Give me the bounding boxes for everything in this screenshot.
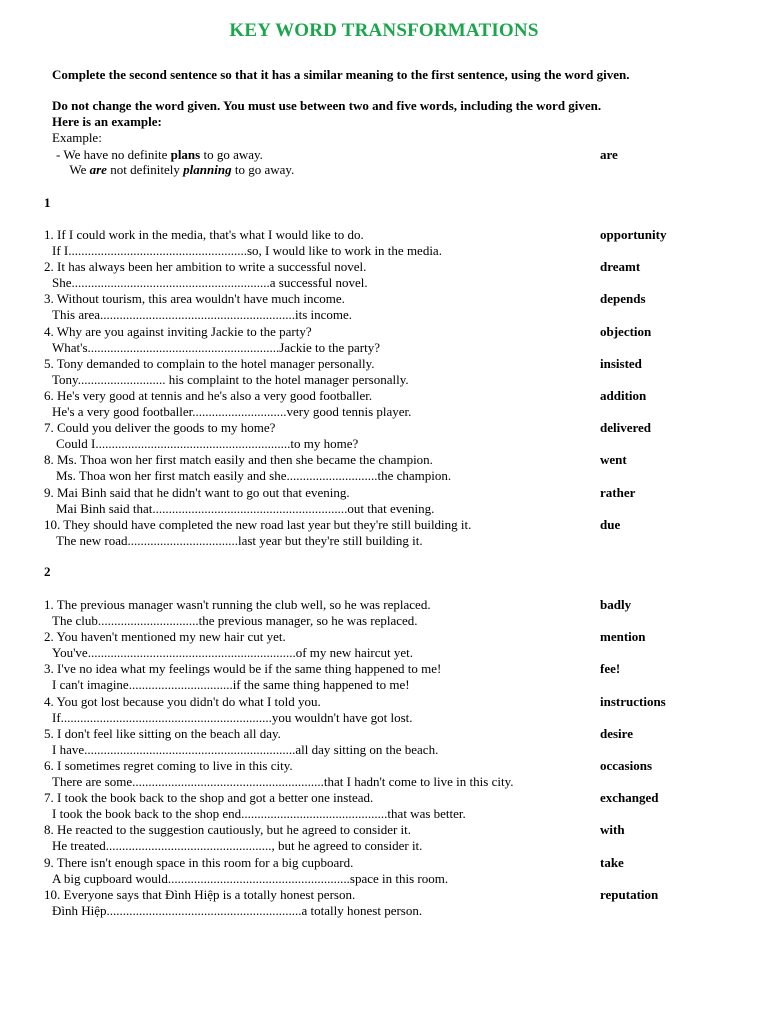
keyword: badly [600,597,632,612]
keyword: depends [600,291,646,307]
question-sentence: 3. Without tourism, this area wouldn't have much income. [44,291,345,307]
answer-sentence[interactable]: If.................................................................you wouldn't have got lost. [52,709,413,725]
question-sentence: 8. Ms. Thoa won her first match easily and then she became the champion. [44,452,433,468]
question-sentence: 1. The previous manager wasn't running the club well, so he was replaced. [44,597,431,612]
answer-sentence[interactable]: I can't imagine................................if the same thing happened to me! [52,677,410,693]
keyword: mention [600,629,646,645]
example-keyword: are [600,147,618,162]
keyword: instructions [600,693,666,709]
keyword: addition [600,388,647,403]
keyword: delivered [600,420,652,436]
answer-sentence[interactable]: He's a very good footballer.............................very good tennis player. [52,404,412,419]
example-s2-bold-1: are [76,162,94,177]
answer-sentence[interactable]: A big cupboard would........................................................space in this room. [52,870,449,886]
example-s1-bold: plans [170,147,201,162]
example-s2-pre: We [56,162,77,177]
keyword: occasions [600,758,652,773]
question-sentence: 6. He's very good at tennis and he's also a very good footballer. [44,388,373,403]
instruction-line-3: Here is an example: [52,114,162,129]
question-sentence: 4. Why are you against inviting Jackie to the party? [44,323,312,339]
example-sentence-1 [56,147,263,162]
answer-sentence[interactable]: Ms. Thoa won her first match easily and she............................the champion. [56,468,452,484]
keyword: dreamt [600,259,641,275]
answer-sentence[interactable]: I have.................................................................all day sitting on the beach. [52,741,439,757]
answer-sentence[interactable]: The club...............................the previous manager, so he was replaced. [52,613,418,628]
answer-sentence[interactable]: The new road..................................last year but they're still building it. [56,532,423,548]
answer-sentence[interactable]: This area............................................................its income. [52,307,353,323]
section-2-label: 2 [44,564,51,579]
page-title: KEY WORD TRANSFORMATIONS [229,20,539,41]
keyword: desire [600,725,633,741]
example-s2-bold-2: planning [169,162,219,177]
question-sentence: 4. You got lost because you didn't do what I told you. [44,693,321,709]
answer-sentence[interactable]: Could I............................................................to my home? [56,436,359,452]
answer-sentence[interactable]: Mai Binh said that............................................................out that evening. [56,500,435,516]
question-sentence: 1. If I could work in the media, that's what I would like to do. [44,227,364,242]
answer-sentence[interactable]: Đình Hiệp............................................................a totally honest person. [52,902,423,918]
answer-sentence[interactable]: He treated..................................................., but he agreed to consider it. [52,838,423,854]
question-sentence: 10. They should have completed the new road last year but they're still building it. [44,516,472,532]
keyword: rather [600,484,636,500]
keyword: insisted [600,355,642,371]
question-sentence: 9. Mai Binh said that he didn't want to go out that evening. [44,484,350,500]
question-sentence: 5. I don't feel like sitting on the beach all day. [44,725,281,741]
keyword: due [600,516,621,532]
question-sentence: 6. I sometimes regret coming to live in this city. [44,758,293,773]
instruction-line-1: Complete the second sentence so that it has a similar meaning to the first sentence, using the word given. [52,67,630,82]
keyword: fee! [600,661,621,677]
answer-sentence[interactable]: I took the book back to the shop end.............................................that was better. [52,806,466,822]
question-sentence: 2. It has always been her ambition to write a successful novel. [44,259,367,275]
example-s1-post: to go away. [200,147,263,162]
question-sentence: 3. I've no idea what my feelings would be if the same thing happened to me! [44,661,442,677]
example-s1-pre: - We have no definite [56,147,171,162]
answer-sentence[interactable]: If I.......................................................so, I would like to work in the media. [52,243,442,258]
answer-sentence[interactable]: There are some...........................................................that I hadn't come to live in this city. [52,774,514,789]
answer-sentence[interactable]: What's...........................................................Jackie to the party? [52,339,381,355]
question-sentence: 2. You haven't mentioned my new hair cut yet. [44,629,286,645]
question-sentence: 9. There isn't enough space in this room for a big cupboard. [44,854,354,870]
keyword: take [600,854,624,870]
keyword: with [600,822,625,838]
answer-sentence[interactable]: Tony........................... his complaint to the hotel manager personally. [52,371,409,387]
example-label: Example: [52,130,102,145]
keyword: exchanged [600,790,659,806]
question-sentence: 5. Tony demanded to complain to the hotel manager personally. [44,355,375,371]
section-1-label: 1 [44,195,51,210]
question-sentence: 7. I took the book back to the shop and got a better one instead. [44,790,374,806]
keyword: objection [600,323,652,339]
answer-sentence[interactable]: She.............................................................a successful novel. [52,275,368,291]
example-s2-post: to go away. [218,162,281,177]
example-s2-mid: not definitely [93,162,170,177]
question-sentence: 7. Could you deliver the goods to my home? [44,420,276,436]
keyword: went [600,452,627,468]
question-sentence: 10. Everyone says that Đình Hiệp is a totally honest person. [44,886,356,902]
keyword: reputation [600,886,659,902]
instruction-line-2: Do not change the word given. You must use between two and five words, including the word given. [52,98,602,113]
question-sentence: 8. He reacted to the suggestion cautiously, but he agreed to consider it. [44,822,412,838]
example-sentence-2 [56,162,294,177]
keyword: opportunity [600,227,667,242]
answer-sentence[interactable]: You've................................................................of my new haircut yet. [52,645,414,661]
